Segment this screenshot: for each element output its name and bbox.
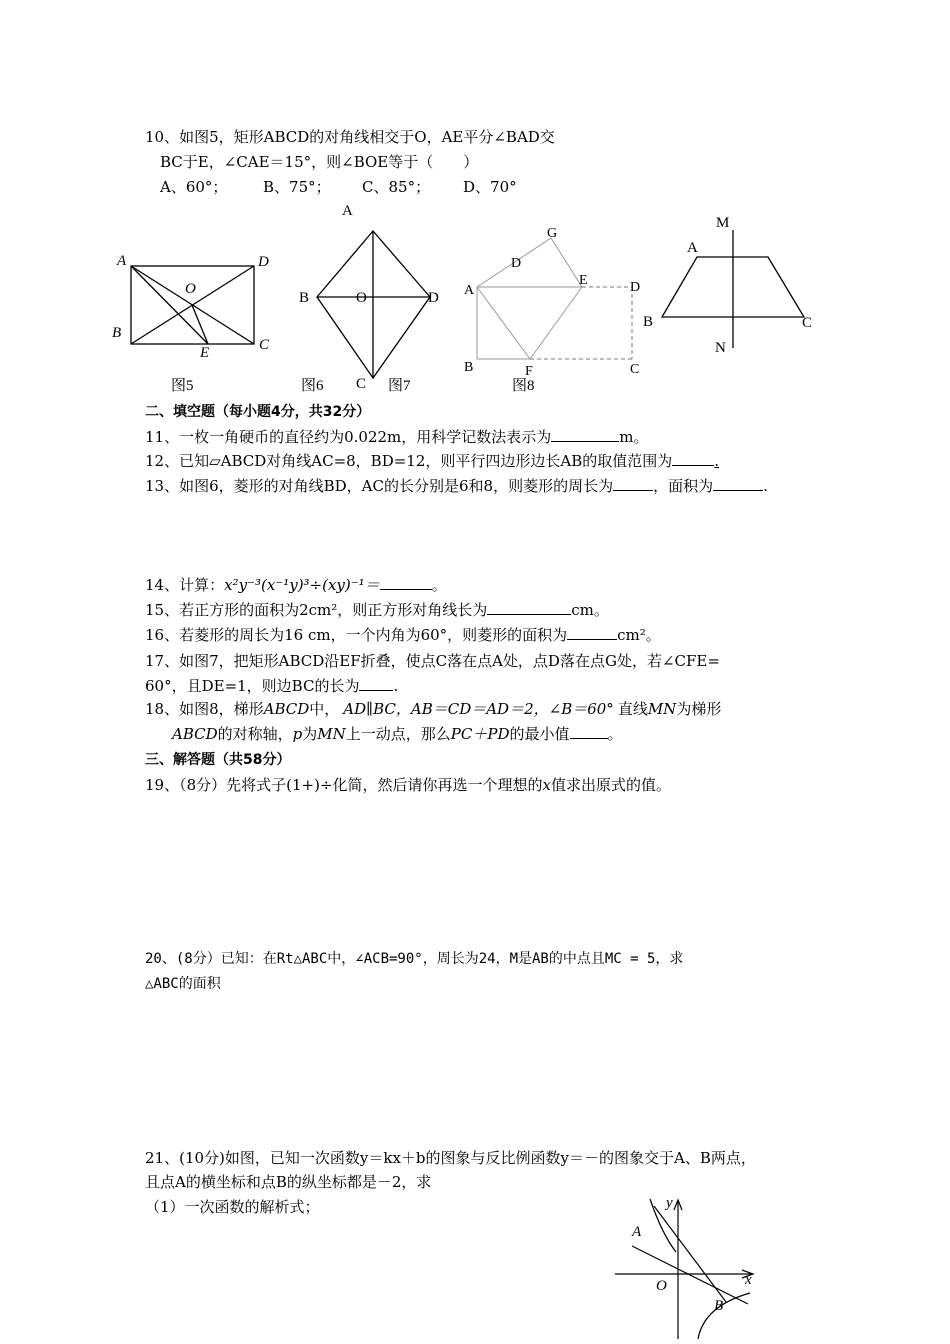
fig6-label-d: D	[428, 290, 439, 306]
q11-blank[interactable]	[551, 427, 619, 442]
section-2-heading: 二、填空题（每小题4分，共32分）	[145, 404, 371, 420]
q16-blank[interactable]	[567, 625, 617, 640]
graph-label-y: y	[666, 1195, 673, 1211]
q16-after: cm²。	[617, 626, 661, 644]
q21-graph	[610, 1194, 780, 1344]
q13-text: 13、如图6，菱形的对角线BD，AC的长分别是6和8，则菱形的周长为	[145, 477, 614, 495]
q18-after: 。	[607, 725, 623, 743]
q14-after: 。	[431, 576, 447, 594]
fig5-label-e: E	[200, 345, 210, 361]
fig7-label-b: B	[464, 360, 474, 375]
q17-line1: 17、如图7，把矩形ABCD沿EF折叠，使点C落在点A处，点D落在点G处，若∠CFE=	[145, 652, 720, 670]
q15-text: 15、若正方形的面积为2cm²，则正方形对角线长为	[145, 601, 488, 619]
q17-after: .	[393, 677, 399, 695]
q10-line2: BC于E，∠CAE＝15°，则∠BOE等于（ ）	[160, 153, 479, 171]
fig7-label-f: F	[525, 364, 533, 379]
q21-line3: （1）一次函数的解析式；	[145, 1198, 320, 1216]
fig8-label-a: A	[687, 240, 698, 256]
figure-5-rectangle	[131, 266, 254, 344]
fig8-label-m: M	[716, 215, 730, 231]
graph-label-o: O	[656, 1278, 667, 1294]
q19-text: 19、（8分）先将式子(1+)÷化简，然后请你再选一个理想的	[145, 776, 543, 794]
graph-label-x: x	[745, 1272, 752, 1288]
q15-after: cm。	[571, 601, 609, 619]
q16	[145, 625, 661, 645]
fig8-label-b: B	[643, 314, 654, 330]
fig7-label-g: G	[547, 226, 558, 241]
q14-blank[interactable]	[380, 575, 432, 590]
fig5-label-o: O	[185, 281, 196, 297]
q18-text-h: 的最小值	[509, 725, 570, 743]
fig7-label-d-prime: D	[630, 280, 641, 295]
q18-mn-2: MN	[317, 725, 346, 743]
q10-option-d: D、70°	[463, 178, 517, 196]
q18-pc-pd: PC＋PD	[450, 725, 510, 743]
figure-6-rhombus	[317, 231, 430, 378]
figure-8-trapezoid	[662, 230, 804, 348]
q13-mid: ，面积为	[653, 477, 714, 495]
q12	[145, 451, 719, 471]
q12-after: .	[714, 452, 720, 470]
q11-after: m。	[619, 428, 649, 446]
q13-blank-perimeter[interactable]	[613, 476, 653, 491]
q21-line2: 且点A的横坐标和点B的纵坐标都是－2，求	[145, 1173, 432, 1191]
q21-line1: 21、(10分)如图，已知一次函数y＝kx＋b的图象与反比例函数y＝－的图象交于A、B两点，	[145, 1149, 756, 1167]
fig7-label-a: A	[464, 283, 475, 298]
q11	[145, 427, 649, 447]
q18-text-g: 上一动点，那么	[345, 725, 451, 743]
q19-x: x	[542, 776, 551, 794]
q18-text-b: 中，	[309, 700, 340, 718]
q18-blank[interactable]	[570, 724, 608, 739]
graph-label-a: A	[632, 1224, 642, 1240]
q18-text-e: 的对称轴，	[217, 725, 293, 743]
q18-text-f: 为	[302, 725, 318, 743]
q18-text-a: 18、如图8，梯形	[145, 700, 264, 718]
q18-line2	[172, 724, 623, 744]
fig7-label-c: C	[630, 362, 640, 377]
figures-row	[0, 195, 950, 395]
fig8-label-c: C	[802, 315, 813, 331]
q13-after: .	[763, 477, 768, 495]
q18-text-d: 为梯形	[676, 700, 722, 718]
fig7-label-d: D	[511, 256, 522, 271]
fig8-caption-left: 图8	[512, 378, 535, 394]
q14-prefix: 14、计算：	[145, 576, 225, 594]
q12-blank[interactable]	[672, 451, 714, 466]
q18-line1	[145, 699, 721, 719]
q18-text-c: 直线	[617, 700, 648, 718]
graph-label-b: B	[714, 1298, 724, 1314]
q17-blank[interactable]	[359, 676, 393, 691]
q19	[145, 775, 671, 795]
q17-line2	[145, 676, 398, 696]
q18-mn: MN	[647, 700, 677, 718]
q13	[145, 476, 768, 496]
q10-option-b: B、75°；	[263, 178, 331, 196]
fig5-caption: 图5	[171, 378, 194, 394]
q18-abcd: ABCD	[263, 700, 310, 718]
q16-text: 16、若菱形的周长为16 cm，一个内角为60°，则菱形的面积为	[145, 626, 568, 644]
section-3-heading: 三、解答题（共58分）	[145, 752, 291, 768]
fig5-label-c: C	[259, 337, 270, 353]
fig7-label-e: E	[579, 273, 588, 288]
q20-line2: △ABC的面积	[145, 976, 221, 992]
q13-blank-area[interactable]	[713, 476, 763, 491]
fig5-label-a: A	[117, 253, 127, 269]
q11-text: 11、一枚一角硬币的直径约为0.022m，用科学记数法表示为	[145, 428, 552, 446]
q20-line1: 20、(8分）已知：在Rt△ABC中，∠ACB=90°，周长为24，M是AB的中点且MC = 5，求	[145, 951, 684, 967]
fig6-label-o: O	[356, 290, 367, 306]
q18-abcd-2: ABCD	[172, 725, 218, 743]
fig6-label-a: A	[342, 203, 353, 219]
fig7-caption: 图7	[388, 378, 411, 394]
fig5-label-d: D	[258, 254, 269, 270]
fig6-label-c: C	[356, 376, 367, 392]
q15	[145, 600, 609, 620]
q14-expression: x²y⁻³(x⁻¹y)³÷(xy)⁻¹＝	[224, 576, 380, 594]
fig8-label-n: N	[715, 340, 726, 356]
q14	[145, 575, 447, 595]
q10-option-a: A、60°；	[160, 178, 228, 196]
fig6-label-b: B	[299, 290, 310, 306]
q12-text: 12、已知▱ABCD对角线AC=8，BD=12，则平行四边形边长AB的取值范围为	[145, 452, 673, 470]
q10-line1: 10、如图5，矩形ABCD的对角线相交于O，AE平分∠BAD交	[145, 128, 555, 146]
fig6-caption: 图6	[301, 378, 324, 394]
q17-text: 60°，且DE=1，则边BC的长为	[145, 677, 360, 695]
q10-option-c: C、85°；	[362, 178, 431, 196]
fig5-label-b: B	[112, 325, 122, 341]
q15-blank[interactable]	[487, 600, 571, 615]
q19-after: 值求出原式的值。	[551, 776, 672, 794]
q18-condition: AD∥BC，AB＝CD＝AD＝2，∠B＝60°	[343, 700, 614, 718]
q18-p: p	[292, 725, 303, 743]
figure-7-fold	[477, 238, 632, 359]
